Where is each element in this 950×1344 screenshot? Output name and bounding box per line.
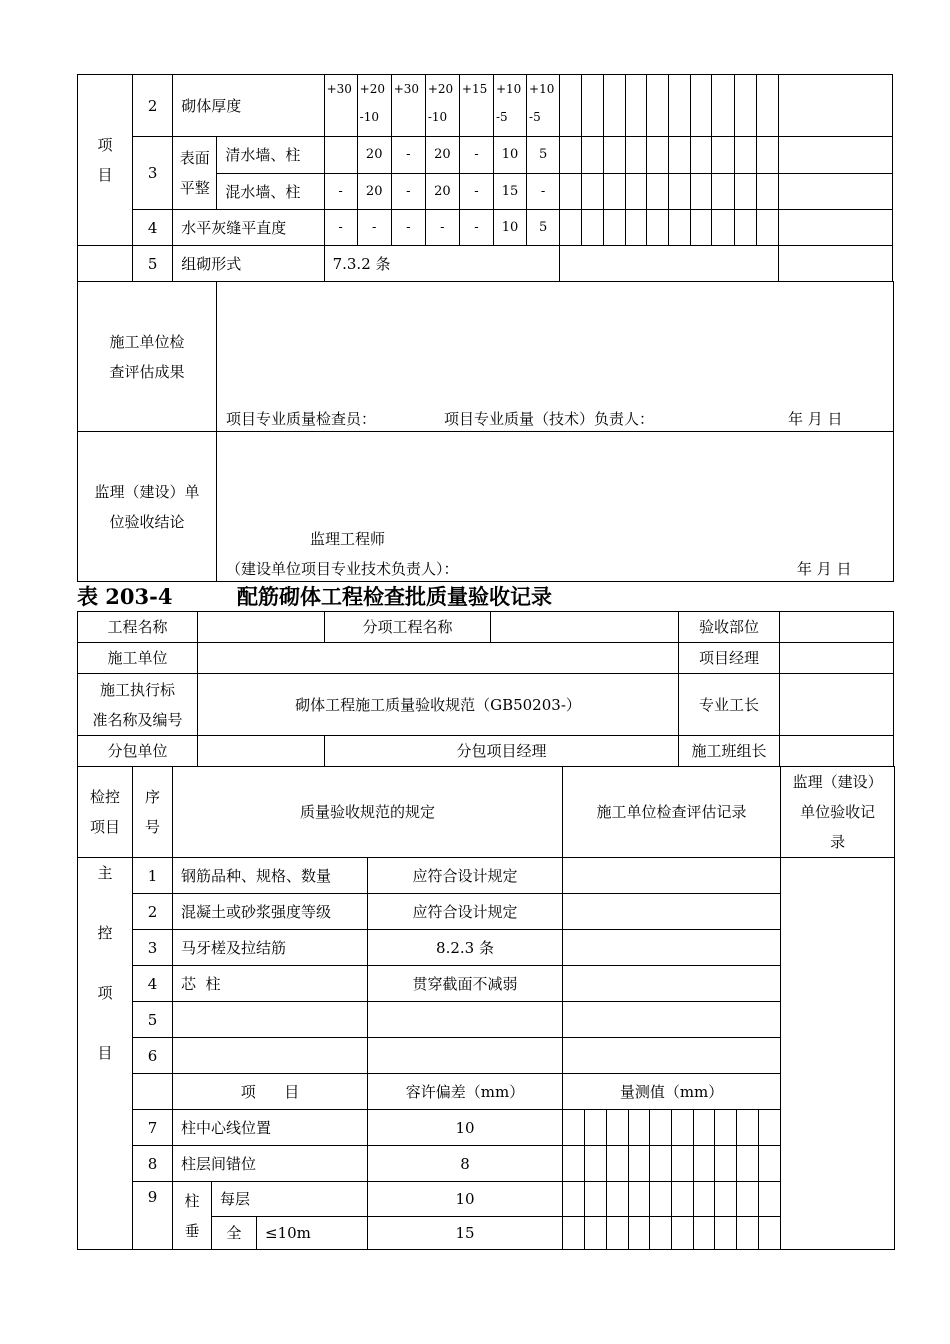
subcontractor-value[interactable] bbox=[198, 736, 325, 767]
measure-cell[interactable] bbox=[585, 1110, 607, 1146]
measured-header: 量测值（mm） bbox=[563, 1074, 781, 1110]
rule-cell: 贯穿截面不减弱 bbox=[368, 966, 563, 1002]
measure-cell bbox=[604, 174, 626, 210]
measure-cell[interactable] bbox=[585, 1217, 607, 1250]
measure-cell[interactable] bbox=[607, 1182, 629, 1217]
tol-cell: - bbox=[324, 210, 357, 246]
tolerance-header: 容许偏差（mm） bbox=[368, 1074, 563, 1110]
measure-cell bbox=[734, 174, 756, 210]
tol-cell bbox=[324, 137, 357, 174]
seq-cell: 3 bbox=[133, 930, 173, 966]
project-name-value[interactable] bbox=[198, 612, 325, 643]
measure-cell[interactable] bbox=[585, 1146, 607, 1182]
tol-cell: +20 -10 bbox=[425, 75, 459, 137]
measure-cell[interactable] bbox=[650, 1146, 672, 1182]
seq-header: 序 号 bbox=[133, 767, 173, 858]
measure-cell bbox=[626, 137, 647, 174]
item-name: 钢筋品种、规格、数量 bbox=[173, 858, 368, 894]
tol-cell: 20 bbox=[425, 137, 459, 174]
item-name: 混水墙、柱 bbox=[217, 174, 324, 210]
measure-cell bbox=[560, 174, 582, 210]
measure-cell[interactable] bbox=[650, 1182, 672, 1217]
record-form bbox=[77, 611, 893, 1250]
measure-cell[interactable] bbox=[672, 1182, 694, 1217]
measure-cell[interactable] bbox=[759, 1182, 781, 1217]
record-cell[interactable] bbox=[563, 966, 781, 1002]
conclusion-header: 监理（建设） 单位验收记 录 bbox=[781, 767, 895, 858]
measure-cell bbox=[712, 210, 734, 246]
measure-cell bbox=[756, 75, 778, 137]
signature-table bbox=[77, 281, 894, 582]
measure-cell bbox=[604, 75, 626, 137]
tol-cell: - bbox=[459, 210, 493, 246]
tol-cell: - bbox=[459, 174, 493, 210]
measure-cell bbox=[582, 75, 604, 137]
item-name: 柱中心线位置 bbox=[173, 1110, 368, 1146]
item-name: 混凝土或砂浆强度等级 bbox=[173, 894, 368, 930]
construction-unit-label: 施工单位 bbox=[78, 643, 198, 674]
tolerance-cell: 10 bbox=[368, 1182, 563, 1217]
supervise-label: 监理（建设）单 位验收结论 bbox=[78, 432, 217, 582]
group-cell bbox=[173, 137, 217, 210]
seq-cell: 3 bbox=[133, 137, 173, 210]
project-name-label: 工程名称 bbox=[78, 612, 198, 643]
tol-cell: +15 bbox=[459, 75, 493, 137]
measure-cell bbox=[669, 210, 691, 246]
measure-cell[interactable] bbox=[737, 1217, 759, 1250]
measure-cell bbox=[604, 210, 626, 246]
measure-cell bbox=[560, 137, 582, 174]
project-manager-label: 项目经理 bbox=[679, 643, 780, 674]
measure-cell[interactable] bbox=[607, 1146, 629, 1182]
item-name: 清水墙、柱 bbox=[217, 137, 324, 174]
tol-cell: +20 -10 bbox=[357, 75, 391, 137]
team-leader-label: 施工班组长 bbox=[679, 736, 780, 767]
measure-cell bbox=[604, 137, 626, 174]
page-title: 配筋砌体工程检查批质量验收记录 bbox=[237, 584, 552, 609]
measure-cell[interactable] bbox=[672, 1146, 694, 1182]
seq-cell: 4 bbox=[133, 210, 173, 246]
tol-cell: - bbox=[357, 210, 391, 246]
engineer-label: 监理工程师 bbox=[310, 530, 386, 548]
foreman-label: 专业工长 bbox=[679, 674, 780, 736]
measure-cell bbox=[647, 137, 669, 174]
date-label: 年 月 日 bbox=[797, 560, 852, 578]
measure-cell[interactable] bbox=[694, 1110, 715, 1146]
tol-cell: 20 bbox=[425, 174, 459, 210]
seq-cell: 2 bbox=[133, 75, 173, 137]
measure-cell bbox=[691, 174, 712, 210]
rule-header: 质量验收规范的规定 bbox=[173, 767, 563, 858]
conclusion-cell bbox=[778, 137, 892, 174]
measure-cell bbox=[582, 210, 604, 246]
conclusion-cell bbox=[778, 246, 892, 282]
item-name: ≤10m bbox=[257, 1217, 368, 1250]
seq-cell bbox=[133, 1074, 173, 1110]
measure-cell bbox=[756, 137, 778, 174]
measure-cell[interactable] bbox=[585, 1182, 607, 1217]
inspector-label: 项目专业质量检查员： bbox=[226, 410, 377, 428]
item-name: 每层 bbox=[212, 1182, 368, 1217]
measure-cell[interactable] bbox=[694, 1146, 715, 1182]
tolerance-cell: 8 bbox=[368, 1146, 563, 1182]
measure-cell[interactable] bbox=[737, 1182, 759, 1217]
measure-cell[interactable] bbox=[607, 1217, 629, 1250]
tol-cell: 5 bbox=[527, 210, 560, 246]
item-name bbox=[173, 1038, 368, 1074]
measure-cell bbox=[582, 174, 604, 210]
record-cell[interactable] bbox=[563, 1002, 781, 1038]
measure-cell bbox=[712, 174, 734, 210]
seq-cell: 5 bbox=[133, 246, 173, 282]
group-label: 柱 垂 bbox=[184, 1191, 200, 1240]
seq-cell: 7 bbox=[133, 1110, 173, 1146]
conclusion-cell[interactable] bbox=[781, 858, 895, 1250]
item-name: 组砌形式 bbox=[173, 246, 324, 282]
measure-cell[interactable] bbox=[563, 1146, 585, 1182]
record-cell[interactable] bbox=[563, 858, 781, 894]
seq-cell: 2 bbox=[133, 894, 173, 930]
seq-cell: 5 bbox=[133, 1002, 173, 1038]
rule-cell bbox=[368, 1002, 563, 1038]
item-name: 马牙槎及拉结筋 bbox=[173, 930, 368, 966]
conclusion-cell bbox=[778, 174, 892, 210]
measure-cell bbox=[669, 75, 691, 137]
measure-cell[interactable] bbox=[629, 1146, 650, 1182]
group-cell bbox=[173, 1182, 212, 1250]
deviation-table-top bbox=[77, 74, 893, 282]
measure-cell bbox=[734, 75, 756, 137]
measure-cell[interactable] bbox=[629, 1182, 650, 1217]
measure-cell bbox=[691, 137, 712, 174]
item-name bbox=[173, 1002, 368, 1038]
measure-cell bbox=[582, 137, 604, 174]
measure-cell[interactable] bbox=[650, 1110, 672, 1146]
tol-cell: 20 bbox=[357, 174, 391, 210]
conclusion-cell bbox=[778, 75, 892, 137]
measure-merged-cell bbox=[560, 246, 778, 282]
measure-cell[interactable] bbox=[672, 1217, 694, 1250]
tol-cell: - bbox=[459, 137, 493, 174]
conclusion-cell bbox=[778, 210, 892, 246]
measure-cell bbox=[756, 210, 778, 246]
foreman-value[interactable] bbox=[780, 674, 894, 736]
table-heading bbox=[77, 582, 893, 612]
item-name: 全 bbox=[212, 1217, 257, 1250]
measure-cell[interactable] bbox=[694, 1182, 715, 1217]
items-label-cont bbox=[78, 246, 133, 282]
rule-cell bbox=[368, 1038, 563, 1074]
group-label: 表面 平整 bbox=[179, 149, 210, 197]
inspect-content bbox=[217, 282, 894, 432]
accept-part-label: 验收部位 bbox=[679, 612, 780, 643]
record-cell[interactable] bbox=[563, 1038, 781, 1074]
measure-cell[interactable] bbox=[672, 1110, 694, 1146]
tol-cell: +10 -5 bbox=[493, 75, 526, 137]
tol-cell: 10 bbox=[493, 137, 526, 174]
measure-cell bbox=[691, 75, 712, 137]
item-name: 柱层间错位 bbox=[173, 1146, 368, 1182]
measure-cell[interactable] bbox=[694, 1217, 715, 1250]
measure-cell[interactable] bbox=[759, 1146, 781, 1182]
measure-cell[interactable] bbox=[563, 1110, 585, 1146]
measure-cell bbox=[669, 174, 691, 210]
tol-cell: - bbox=[391, 174, 425, 210]
inspect-label: 施工单位检 查评估成果 bbox=[78, 282, 217, 432]
measure-cell[interactable] bbox=[563, 1182, 585, 1217]
items-label: 项 目 bbox=[78, 75, 133, 246]
tol-cell: 10 bbox=[493, 210, 526, 246]
project-manager-value[interactable] bbox=[780, 643, 894, 674]
measure-cell[interactable] bbox=[629, 1110, 650, 1146]
tol-cell: 15 bbox=[493, 174, 526, 210]
table-number: 表 203-4 bbox=[77, 584, 173, 609]
dev-item-header: 项 目 bbox=[173, 1074, 368, 1110]
tol-cell: - bbox=[391, 137, 425, 174]
measure-cell[interactable] bbox=[737, 1110, 759, 1146]
sub-project-label: 分项工程名称 bbox=[325, 612, 491, 643]
standard-value: 砌体工程施工质量验收规范（GB50203-） bbox=[198, 674, 679, 736]
measure-cell bbox=[647, 75, 669, 137]
tol-cell: +10 -5 bbox=[527, 75, 560, 137]
subcontractor-label: 分包单位 bbox=[78, 736, 198, 767]
item-name: 芯 柱 bbox=[173, 966, 368, 1002]
tolerance-cell: 15 bbox=[368, 1217, 563, 1250]
tol-cell: +30 bbox=[391, 75, 425, 137]
header-table bbox=[77, 611, 894, 767]
measure-cell bbox=[712, 75, 734, 137]
construction-unit-value[interactable] bbox=[198, 643, 679, 674]
standard-label: 施工执行标 准名称及编号 bbox=[78, 674, 198, 736]
tol-cell: - bbox=[527, 174, 560, 210]
measure-cell bbox=[560, 75, 582, 137]
measure-cell bbox=[626, 75, 647, 137]
tol-cell: - bbox=[324, 174, 357, 210]
measure-cell[interactable] bbox=[759, 1110, 781, 1146]
tol-cell: 5 bbox=[527, 137, 560, 174]
tol-cell: - bbox=[425, 210, 459, 246]
measure-cell[interactable] bbox=[715, 1217, 737, 1250]
measure-cell[interactable] bbox=[715, 1110, 737, 1146]
seq-cell: 1 bbox=[133, 858, 173, 894]
record-header: 施工单位检查评估记录 bbox=[563, 767, 781, 858]
item-name: 水平灰缝平直度 bbox=[173, 210, 324, 246]
measure-cell bbox=[626, 210, 647, 246]
measure-cell bbox=[691, 210, 712, 246]
tol-cell: 20 bbox=[357, 137, 391, 174]
measure-cell[interactable] bbox=[759, 1217, 781, 1250]
previous-table-fragment bbox=[77, 74, 893, 582]
measure-cell bbox=[647, 174, 669, 210]
team-leader-value[interactable] bbox=[780, 736, 894, 767]
sub-manager-label: 分包项目经理 bbox=[325, 736, 679, 767]
measure-cell bbox=[560, 210, 582, 246]
date-label: 年 月 日 bbox=[788, 410, 843, 428]
main-control-label: 主 控 项 目 bbox=[78, 858, 133, 1250]
seq-cell: 9 bbox=[133, 1182, 173, 1250]
measure-cell bbox=[647, 210, 669, 246]
rule-cell: 应符合设计规定 bbox=[368, 858, 563, 894]
measure-cell[interactable] bbox=[650, 1217, 672, 1250]
accept-part-value[interactable] bbox=[780, 612, 894, 643]
inspection-table bbox=[77, 766, 895, 1250]
measure-cell[interactable] bbox=[737, 1146, 759, 1182]
seq-cell: 6 bbox=[133, 1038, 173, 1074]
measure-cell bbox=[626, 174, 647, 210]
sub-project-value[interactable] bbox=[491, 612, 679, 643]
tol-cell: +30 bbox=[324, 75, 357, 137]
rule-cell: 应符合设计规定 bbox=[368, 894, 563, 930]
measure-cell[interactable] bbox=[715, 1146, 737, 1182]
measure-cell bbox=[734, 137, 756, 174]
measure-cell bbox=[669, 137, 691, 174]
measure-cell[interactable] bbox=[563, 1217, 585, 1250]
record-cell[interactable] bbox=[563, 930, 781, 966]
rule-cell: 8.2.3 条 bbox=[368, 930, 563, 966]
tolerance-cell: 10 bbox=[368, 1110, 563, 1146]
tech-lead-label: 项目专业质量（技术）负责人： bbox=[444, 410, 655, 428]
measure-cell[interactable] bbox=[629, 1217, 650, 1250]
owner-label: （建设单位项目专业技术负责人）： bbox=[226, 560, 459, 578]
seq-cell: 8 bbox=[133, 1146, 173, 1182]
measure-cell bbox=[712, 137, 734, 174]
check-item-header: 检控 项目 bbox=[78, 767, 133, 858]
item-value: 7.3.2 条 bbox=[324, 246, 560, 282]
measure-cell[interactable] bbox=[715, 1182, 737, 1217]
tol-cell: - bbox=[391, 210, 425, 246]
measure-cell bbox=[734, 210, 756, 246]
measure-cell[interactable] bbox=[607, 1110, 629, 1146]
supervise-content bbox=[217, 432, 894, 582]
item-name: 砌体厚度 bbox=[173, 75, 324, 137]
seq-cell: 4 bbox=[133, 966, 173, 1002]
measure-cell bbox=[756, 174, 778, 210]
record-cell[interactable] bbox=[563, 894, 781, 930]
